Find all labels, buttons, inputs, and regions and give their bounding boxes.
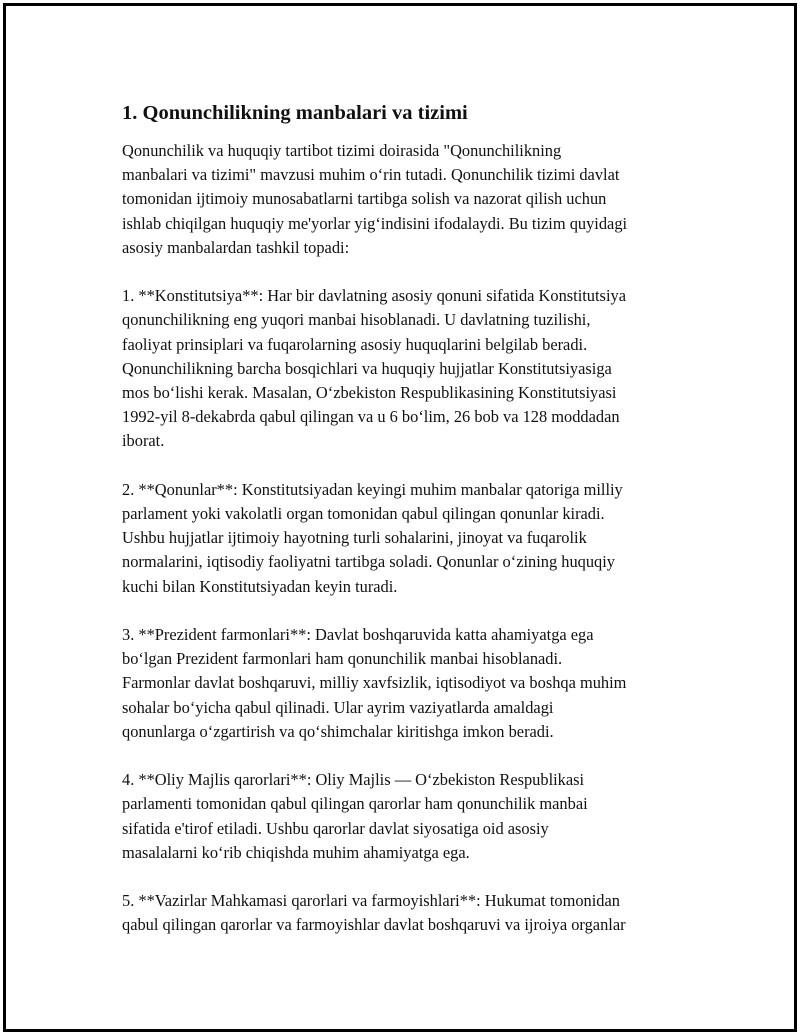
text-line: kuchi bilan Konstitutsiyadan keyin turadi. — [122, 576, 398, 596]
text-line: iborat. — [122, 431, 165, 451]
paragraph-prezident-farmonlari — [122, 623, 702, 744]
text-line: 2. **Qonunlar**: Konstitutsiyadan keyingi muhim manbalar qatoriga milliy — [122, 479, 623, 499]
text-line: 1. **Konstitutsiya**: Har bir davlatning asosiy qonuni sifatida Konstitutsiya — [122, 286, 626, 306]
text-line: mos bo‘lishi kerak. Masalan, O‘zbekiston Respublikasining Konstitutsiyasi — [122, 383, 617, 403]
text-line: asosiy manbalardan tashkil topadi: — [122, 237, 350, 257]
text-line: Ushbu hujjatlar ijtimoiy hayotning turli sohalarini, jinoyat va fuqarolik — [122, 528, 587, 548]
text-line: faoliyat prinsiplari va fuqarolarning asosiy huquqlarini belgilab beradi. — [122, 334, 588, 354]
text-line: parlamenti tomonidan qabul qilingan qarorlar ham qonunchilik manbai — [122, 794, 588, 814]
text-line: 5. **Vazirlar Mahkamasi qarorlari va farmoyishlari**: Hukumat tomonidan — [122, 891, 620, 911]
text-line: 3. **Prezident farmonlari**: Davlat boshqaruvida katta ahamiyatga ega — [122, 625, 594, 645]
paragraph-oliy-majlis — [122, 768, 702, 865]
text-line: sifatida e'tirof etiladi. Ushbu qarorlar davlat siyosatiga oid asosiy — [122, 818, 549, 838]
text-line: normalarini, iqtisodiy faoliyatni tartibga soladi. Qonunlar o‘zining huquqiy — [122, 552, 615, 572]
text-line: Qonunchilikning barcha bosqichlari va huquqiy hujjatlar Konstitutsiyasiga — [122, 358, 612, 378]
text-line: parlament yoki vakolatli organ tomonidan qabul qilingan qonunlar kiradi. — [122, 504, 605, 524]
text-line: bo‘lgan Prezident farmonlari ham qonunchilik manbai hisoblanadi. — [122, 649, 563, 669]
text-line: manbalari va tizimi" mavzusi muhim o‘rin tutadi. Qonunchilik tizimi davlat — [122, 165, 620, 185]
text-line: qabul qilingan qarorlar va farmoyishlar davlat boshqaruvi va ijroiya organlar — [122, 915, 626, 935]
text-line: 4. **Oliy Majlis qarorlari**: Oliy Majlis — O‘zbekiston Respublikasi — [122, 770, 585, 790]
text-line: tomonidan ijtimoiy munosabatlarni tartibga solish va nazorat qilish uchun — [122, 189, 607, 209]
paragraph-vazirlar-mahkamasi — [122, 889, 702, 937]
paragraph-qonunlar — [122, 478, 702, 599]
text-line: Farmonlar davlat boshqaruvi, milliy xavfsizlik, iqtisodiyot va boshqa muhim — [122, 673, 627, 693]
text-line: masalalarni ko‘rib chiqishda muhim ahamiyatga ega. — [122, 842, 470, 862]
text-line: Qonunchilik va huquqiy tartibot tizimi doirasida "Qonunchilikning — [122, 141, 562, 160]
page-frame — [3, 3, 797, 1032]
text-line: qonunlarga o‘zgartirish va qo‘shimchalar kiritishga imkon beradi. — [122, 721, 554, 741]
text-line: qonunchilikning eng yuqori manbai hisoblanadi. U davlatning tuzilishi, — [122, 310, 591, 330]
text-line: 1992-yil 8-dekabrda qabul qilingan va u 6 bo‘lim, 26 bob va 128 moddadan — [122, 407, 620, 427]
paragraph-konstitutsiya — [122, 284, 702, 453]
document-title: 1. Qonunchilikning manbalari va tizimi — [122, 102, 468, 124]
text-line: sohalar bo‘yicha qabul qilinadi. Ular ayrim vaziyatlarda amaldagi — [122, 697, 554, 717]
document-body — [122, 100, 702, 962]
text-line: ishlab chiqilgan huquqiy me'yorlar yig‘indisini ifodalaydi. Bu tizim quyidagi — [122, 213, 628, 233]
paragraph-intro — [122, 139, 702, 260]
